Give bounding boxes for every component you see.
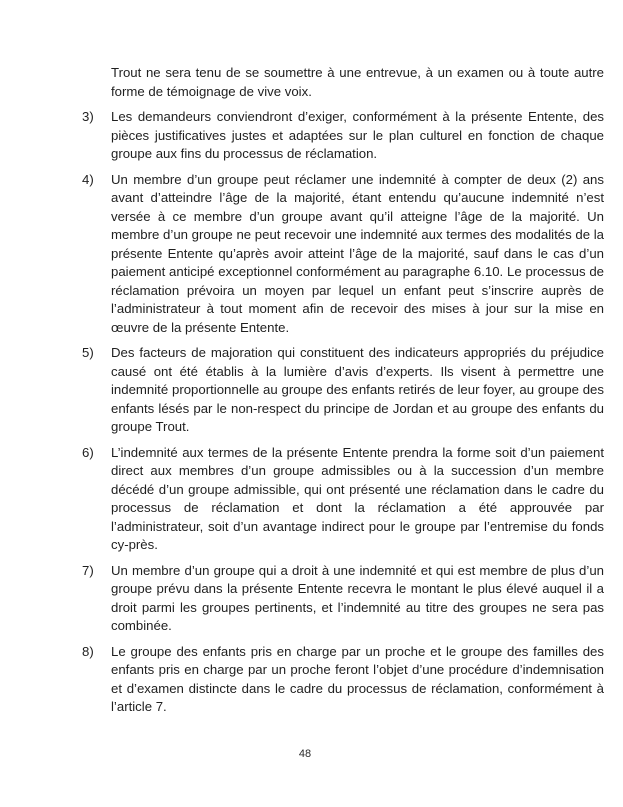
list-item-text: Le groupe des enfants pris en charge par un proche et le groupe des familles des enfants pris en charge par un proche feront l’objet d’une procédure d’indemnisation et d’examen distincte dans le cadre du processus de réclamation, conformément à l’article 7. [111,643,604,714]
list-item-8 [82,643,604,717]
list-item-6 [82,444,604,555]
list-item-5 [82,344,604,437]
list-item-number: 8) [82,643,94,659]
list-item-text: Les demandeurs conviendront d’exiger, conformément à la présente Entente, des pièces justificatives justes et adaptées sur le plan culturel en fonction de chaque groupe aux fins du processus de réclamation. [111,109,604,161]
list-item-number: 3) [82,109,94,124]
document-body [82,64,604,717]
page-number: 48 [298,748,312,760]
paragraph-continuation: Trout ne sera tenu de se soumettre à une entrevue, à un examen ou à toute autre forme de témoignage de vive voix. [111,65,604,99]
list-item-7 [82,562,604,636]
list-item-3 [82,108,604,164]
list-item-number: 4) [82,171,94,187]
list-item-number: 5) [82,345,94,360]
list-item-number: 6) [82,444,94,460]
list-item-text: Un membre d’un groupe qui a droit à une indemnité et qui est membre de plus d’un groupe prévu dans la présente Entente recevra le montant le plus élevé auquel il a droit parmi les groupes pertinents, et l’indemnité au titre des groupes ne sera pas combinée. [111,562,604,633]
list-item-number: 7) [82,562,94,578]
list-item-text: Un membre d’un groupe peut réclamer une indemnité à compter de deux (2) ans avant d’atteindre l’âge de la majorité, étant entendu qu’aucune indemnité n’est versée à ce membre d’un groupe avant qu’il atteigne l’âge de la majorité. Un membre d’un groupe ne peut recevoir une indemnité aux termes des modalités de la présente Entente qu’après avoir atteint l’âge de la majorité, sauf dans le cas d’un paiement anticipé exceptionnel conformément au paragraphe 6.10. Le processus de réclamation prévoira un moyen par lequel un enfant peut s’inscrire auprès de l’administrateur à tout moment afin de recevoir des mises à jour sur la mise en œuvre de la présente Entente. [111,171,604,335]
list-item-text: L’indemnité aux termes de la présente Entente prendra la forme soit d’un paiement direct aux membres d’un groupe admissibles ou à la succession d’un membre décédé d’un groupe admissible, qui ont présenté une réclamation dans le cadre du processus de réclamation et dont la réclamation a été approuvée par l’administrateur, soit d’un avantage indirect pour le groupe par l’entremise du fonds cy-près. [111,444,604,552]
list-item-text: Des facteurs de majoration qui constituent des indicateurs appropriés du préjudice causé ont été établis à la lumière d’avis d’experts. Ils visent à permettre une indemnité proportionnelle au groupe des enfants retirés de leur foyer, au groupe des enfants lésés par le non-respect du principe de Jordan et au groupe des enfants du groupe Trout. [111,345,604,434]
list-item-4 [82,171,604,338]
